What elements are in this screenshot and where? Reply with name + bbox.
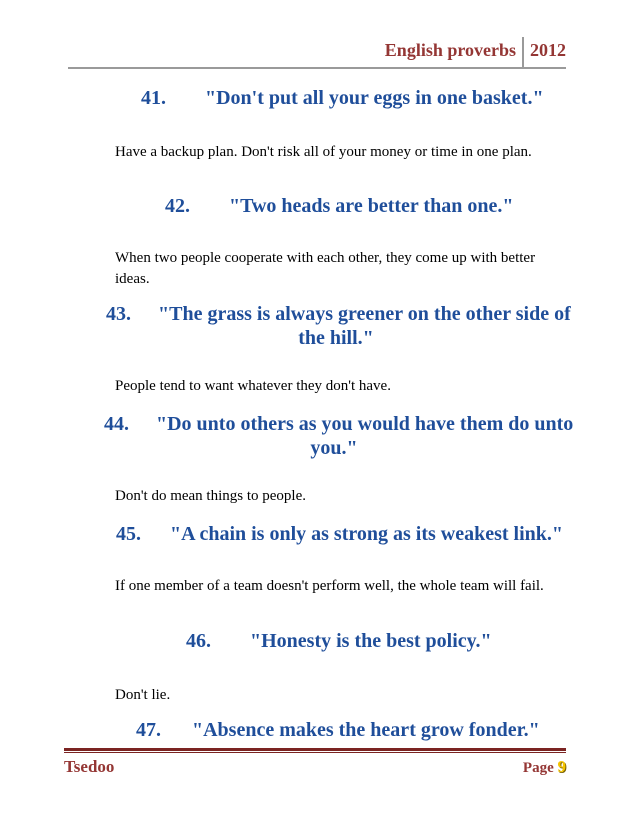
footer-author: Tsedoo bbox=[64, 757, 115, 776]
proverb-quote-continuation: the hill." bbox=[298, 327, 374, 349]
proverb-quote: "Honesty is the best policy." bbox=[250, 630, 492, 652]
page-number: 9 bbox=[557, 757, 566, 776]
proverb-heading-46 bbox=[186, 629, 492, 653]
proverb-quote: "Don't put all your eggs in one basket." bbox=[205, 87, 544, 109]
footer-page bbox=[523, 757, 566, 777]
proverb-number: 42. bbox=[165, 195, 190, 217]
proverb-quote-continuation: you." bbox=[310, 437, 358, 459]
proverb-heading-44-line2 bbox=[104, 436, 564, 460]
proverb-number: 47. bbox=[136, 719, 161, 741]
proverb-heading-43-line2 bbox=[106, 326, 566, 350]
header-title: English proverbs bbox=[384, 40, 516, 60]
proverb-number: 43. bbox=[106, 303, 131, 325]
proverb-number: 45. bbox=[116, 523, 141, 545]
proverb-number: 44. bbox=[104, 413, 129, 435]
page-label: Page bbox=[522, 760, 554, 776]
proverb-heading-42 bbox=[165, 194, 513, 218]
proverb-quote: "Two heads are better than one." bbox=[229, 195, 514, 217]
proverb-heading-41 bbox=[141, 86, 544, 110]
proverb-meaning-41: Have a backup plan. Don't risk all of your money or time in one plan. bbox=[115, 144, 532, 160]
proverb-quote: "Absence makes the heart grow fonder." bbox=[192, 719, 540, 741]
proverb-quote: "The grass is always greener on the other side of bbox=[158, 303, 571, 325]
proverb-heading-43 bbox=[106, 302, 571, 326]
proverb-quote: "A chain is only as strong as its weakest link." bbox=[170, 523, 564, 545]
footer-rule bbox=[64, 748, 566, 751]
header-rule bbox=[68, 67, 566, 69]
proverb-meaning-42: When two people cooperate with each other, they come up with better ideas. bbox=[115, 250, 536, 287]
proverb-meaning-45: If one member of a team doesn't perform well, the whole team will fail. bbox=[115, 578, 544, 594]
proverb-quote: "Do unto others as you would have them do unto bbox=[156, 413, 574, 435]
proverb-number: 41. bbox=[141, 87, 166, 109]
header-year: 2012 bbox=[530, 40, 566, 60]
proverb-number: 46. bbox=[186, 630, 211, 652]
footer-rule-thin bbox=[64, 752, 566, 753]
proverb-meaning-46: Don't lie. bbox=[115, 687, 171, 703]
page-header bbox=[385, 37, 566, 67]
proverb-meaning-43: People tend to want whatever they don't have. bbox=[115, 378, 391, 394]
proverb-heading-45 bbox=[116, 522, 563, 546]
proverb-meaning-44: Don't do mean things to people. bbox=[115, 488, 307, 504]
proverb-heading-44 bbox=[104, 412, 573, 436]
proverb-heading-47 bbox=[136, 718, 540, 742]
